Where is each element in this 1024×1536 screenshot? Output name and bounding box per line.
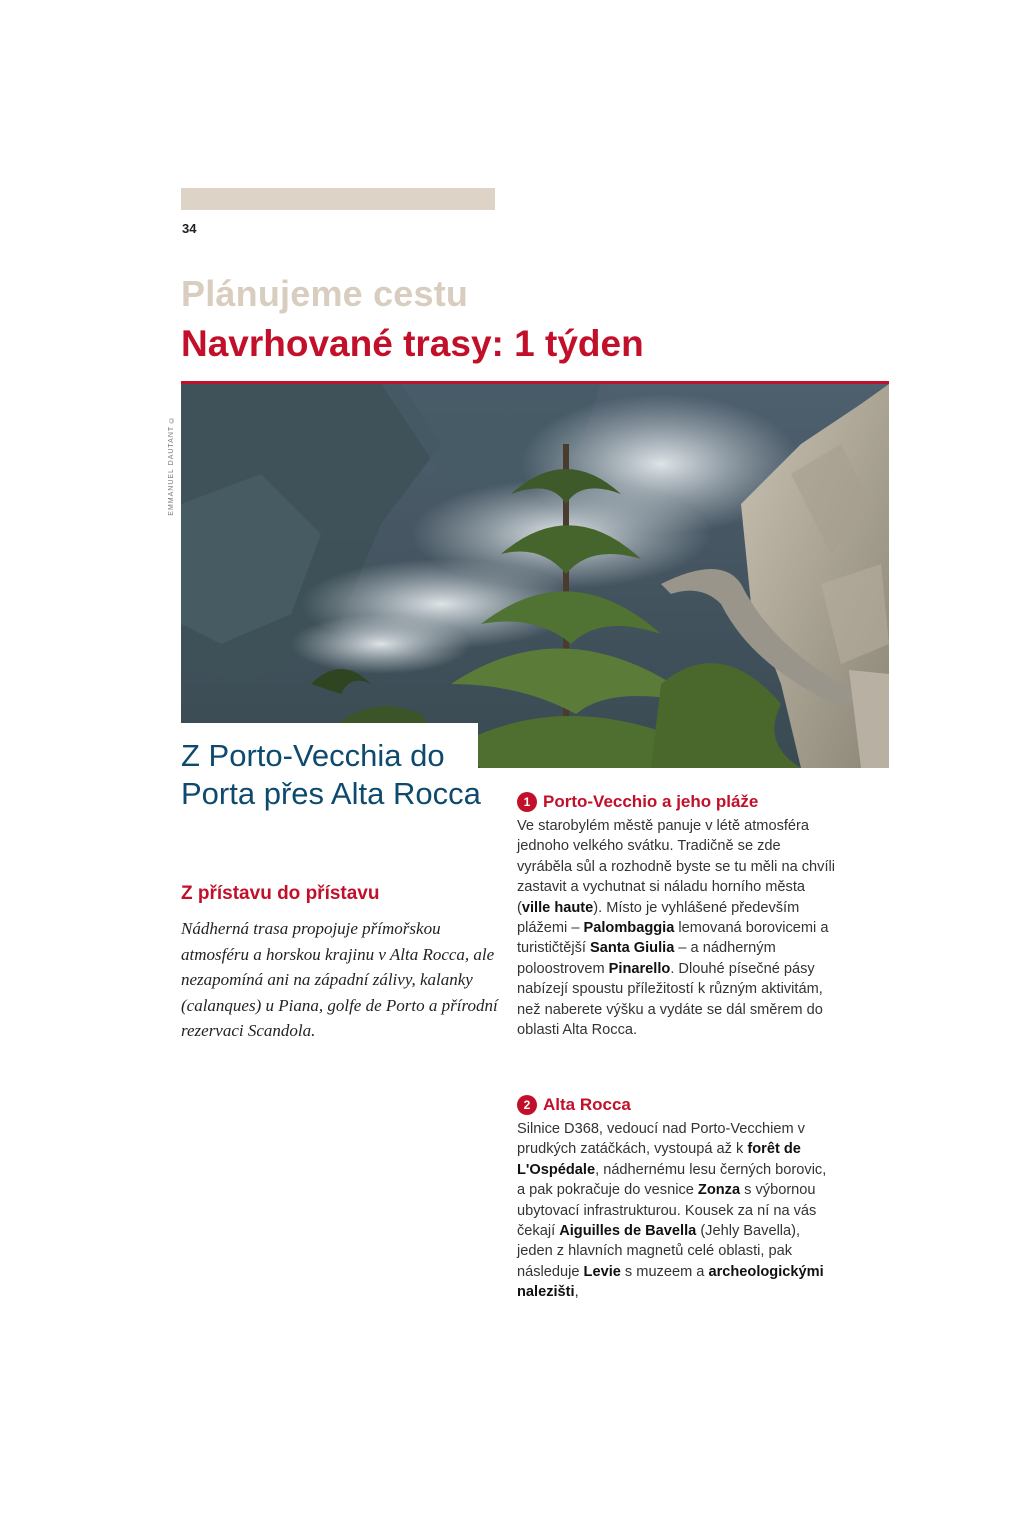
highlighted-place: Zonza [697,1182,741,1199]
hero-photo [181,384,889,768]
body-text-segment: s výbornou ubytovací infrastrukturou. Kousek za ní na vás čekají [517,1182,817,1240]
stop-2-text [517,1119,837,1303]
stop-1-heading [517,792,837,812]
body-text-segment: Ve starobylém městě panuje v létě atmosféra jednoho velkého svátku. Tradičně se zde vyráběla sůl a rozhodně byste se tu měli na chvíli zastavit a vychutnat si náladu horního města ( [517,818,835,916]
stop-2-heading [517,1095,837,1115]
highlighted-place: Palombaggia [583,920,675,937]
stop-1-number-badge: 1 [517,792,537,812]
route-intro: Nádherná trasa propojuje přímořskou atmosféru a horskou krajinu v Alta Rocca, ale nezapomíná ani na západní zálivy, kalanky (calanques) u Piana, golfe de Porto a přírodní rezervaci Scandola. [181,919,498,1041]
page-title: Navrhované trasy: 1 týden [181,323,644,364]
highlighted-place: Aiguilles de Bavella [559,1223,697,1240]
body-text-segment: lemovaná borovicemi a turističtější [517,920,829,957]
stop-1-title: Porto-Vecchio a jeho pláže [543,792,759,811]
section-label: Plánujeme cestu [181,273,469,314]
stop-1-text [517,816,837,1040]
body-text-segment: ). Místo je vyhlášené především plážemi – [517,899,800,937]
stop-2 [517,1095,837,1303]
body-text-segment: . Dlouhé písečné pásy nabízejí spoustu příležitostí k různým aktivitám, než naberete výšku a vydáte se dál směrem do oblasti Alta Rocca. [517,960,823,1039]
body-text-segment: s muzeem a [620,1263,709,1280]
stop-2-number-badge: 2 [517,1095,537,1115]
highlighted-place: Pinarello [608,960,671,977]
body-text-segment: Silnice D368, vedoucí nad Porto-Vecchiem v prudkých zatáčkách, vystoupá až k [517,1121,805,1158]
highlighted-place: archeologickými nalezišti [517,1263,824,1301]
top-decorative-bar [181,188,495,210]
highlighted-place: ville haute [521,899,594,916]
body-text-segment: (Jehly Bavella), jeden z hlavních magnetů celé oblasti, pak následuje [517,1223,801,1280]
stop-2-title: Alta Rocca [543,1095,631,1114]
highlighted-place: Santa Giulia [589,940,675,957]
body-text-segment: – a nádherným poloostrovem [517,940,776,977]
body-text-segment: , nádhernému lesu černých borovic, a pak pokračuje do vesnice [517,1161,827,1199]
route-title: Z Porto-Vecchia do Porta přes Alta Rocca [181,738,481,811]
highlighted-place: Levie [583,1263,621,1280]
photo-credit: EMMANUEL DAUTANT © [168,415,175,516]
stop-1 [517,792,837,1040]
route-subheading: Z přístavu do přístavu [181,883,380,904]
body-text-segment: , [574,1284,579,1301]
highlighted-place: forêt de L'Ospédale [517,1141,801,1178]
page-number: 34 [182,221,197,236]
